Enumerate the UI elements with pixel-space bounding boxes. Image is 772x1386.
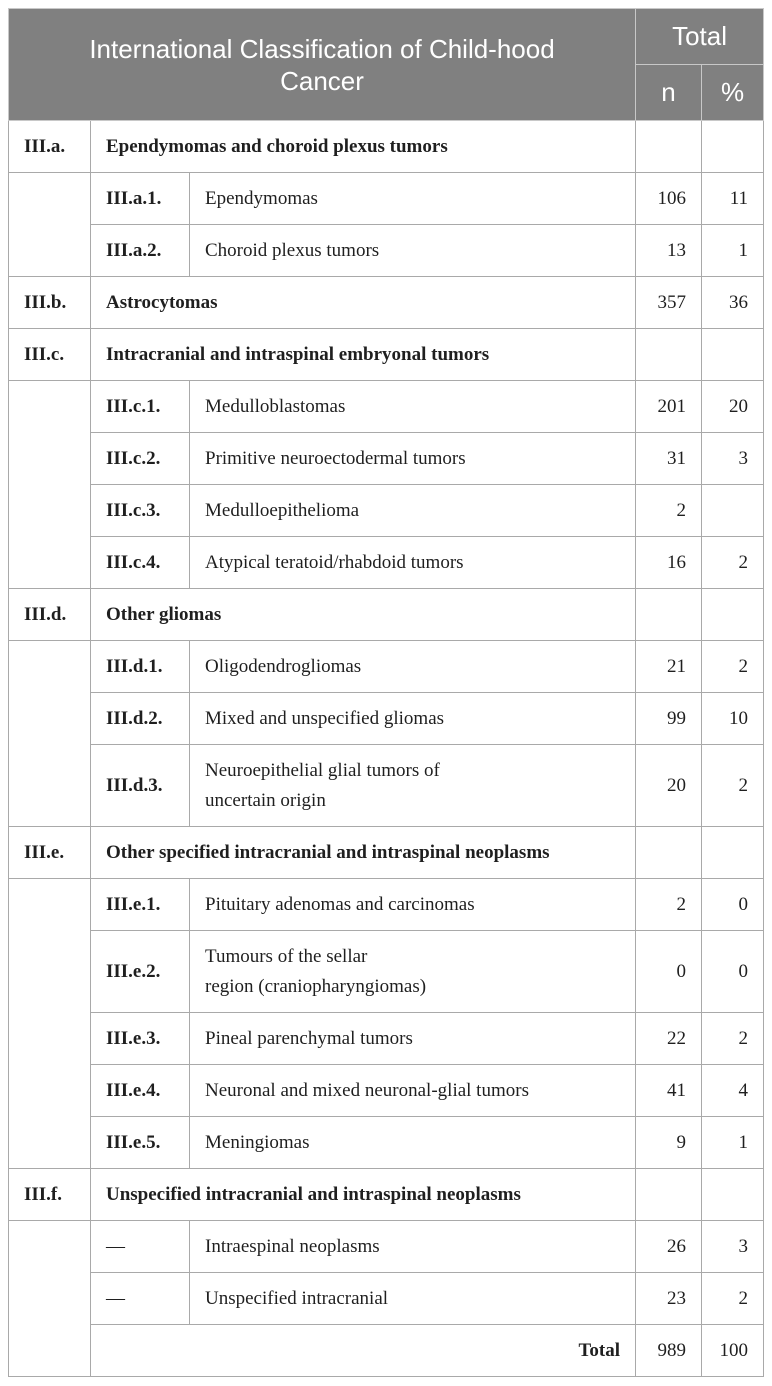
pct-cell: 1 <box>702 225 764 277</box>
sub-code: III.d.3. <box>91 745 190 827</box>
group-code: III.d. <box>9 589 91 641</box>
group-code: III.c. <box>9 329 91 381</box>
table-title: International Classification of Child-hood Cancer <box>9 9 636 121</box>
n-cell: 0 <box>636 931 702 1013</box>
n-cell <box>636 589 702 641</box>
table-row <box>9 1013 764 1065</box>
sub-label-line2: uncertain origin <box>205 789 326 811</box>
pct-cell: 0 <box>702 879 764 931</box>
sub-label-line1: Neuroepithelial glial tumors of <box>205 759 440 781</box>
pct-cell: 3 <box>702 433 764 485</box>
sub-code: — <box>91 1273 190 1325</box>
group-row <box>9 1169 764 1221</box>
sub-code: III.a.1. <box>91 173 190 225</box>
n-cell: 13 <box>636 225 702 277</box>
group-row <box>9 329 764 381</box>
pct-cell: 10 <box>702 693 764 745</box>
n-cell: 201 <box>636 381 702 433</box>
group-code: III.e. <box>9 827 91 879</box>
total-header: Total <box>636 9 764 65</box>
table-row <box>9 381 764 433</box>
table-row <box>9 225 764 277</box>
total-pct: 100 <box>702 1325 764 1377</box>
pct-cell <box>702 329 764 381</box>
n-cell: 2 <box>636 485 702 537</box>
table-row <box>9 537 764 589</box>
n-cell: 31 <box>636 433 702 485</box>
sub-code: — <box>91 1221 190 1273</box>
sub-label: Intraespinal neoplasms <box>190 1221 636 1273</box>
sub-code: III.c.4. <box>91 537 190 589</box>
group-code: III.b. <box>9 277 91 329</box>
sub-code: III.e.5. <box>91 1117 190 1169</box>
pct-header: % <box>702 65 764 121</box>
pct-cell: 3 <box>702 1221 764 1273</box>
pct-cell: 2 <box>702 745 764 827</box>
sub-code: III.a.2. <box>91 225 190 277</box>
pct-cell: 36 <box>702 277 764 329</box>
n-cell: 21 <box>636 641 702 693</box>
pct-cell: 4 <box>702 1065 764 1117</box>
sub-code: III.e.1. <box>91 879 190 931</box>
sub-label: Ependymomas <box>190 173 636 225</box>
table-row <box>9 641 764 693</box>
sub-label-line1: Tumours of the sellar <box>205 945 368 967</box>
sub-label: Pineal parenchymal tumors <box>190 1013 636 1065</box>
n-cell <box>636 329 702 381</box>
pct-cell <box>702 827 764 879</box>
sub-code: III.e.4. <box>91 1065 190 1117</box>
sub-label: Mixed and unspecified gliomas <box>190 693 636 745</box>
sub-label: Medulloblastomas <box>190 381 636 433</box>
n-cell: 26 <box>636 1221 702 1273</box>
empty-cell <box>9 641 91 827</box>
pct-cell <box>702 1169 764 1221</box>
n-cell: 41 <box>636 1065 702 1117</box>
table-row <box>9 879 764 931</box>
pct-cell: 1 <box>702 1117 764 1169</box>
n-cell <box>636 1169 702 1221</box>
n-cell: 16 <box>636 537 702 589</box>
sub-label-line2: region (craniopharyngiomas) <box>205 975 427 997</box>
n-cell: 20 <box>636 745 702 827</box>
n-cell: 2 <box>636 879 702 931</box>
total-label: Total <box>91 1325 636 1377</box>
pct-cell: 11 <box>702 173 764 225</box>
pct-cell: 2 <box>702 1013 764 1065</box>
total-row <box>9 1325 764 1377</box>
group-label: Other gliomas <box>91 589 636 641</box>
group-label: Unspecified intracranial and intraspinal neoplasms <box>91 1169 636 1221</box>
table-row <box>9 485 764 537</box>
sub-code: III.c.3. <box>91 485 190 537</box>
table-row <box>9 1221 764 1273</box>
group-code: III.a. <box>9 121 91 173</box>
group-label: Other specified intracranial and intraspinal neoplasms <box>91 827 636 879</box>
sub-code: III.e.3. <box>91 1013 190 1065</box>
sub-label: Unspecified intracranial <box>190 1273 636 1325</box>
group-label: Astrocytomas <box>91 277 636 329</box>
sub-label: Oligodendrogliomas <box>190 641 636 693</box>
group-row <box>9 277 764 329</box>
sub-label: Pituitary adenomas and carcinomas <box>190 879 636 931</box>
sub-label: Primitive neuroectodermal tumors <box>190 433 636 485</box>
sub-label <box>190 745 636 827</box>
n-cell: 357 <box>636 277 702 329</box>
table-row <box>9 745 764 827</box>
table-row <box>9 1117 764 1169</box>
pct-cell <box>702 485 764 537</box>
sub-label: Atypical teratoid/rhabdoid tumors <box>190 537 636 589</box>
table-row <box>9 1273 764 1325</box>
pct-cell: 20 <box>702 381 764 433</box>
table-row <box>9 433 764 485</box>
sub-label: Medulloepithelioma <box>190 485 636 537</box>
sub-code: III.d.2. <box>91 693 190 745</box>
group-label: Ependymomas and choroid plexus tumors <box>91 121 636 173</box>
n-cell: 23 <box>636 1273 702 1325</box>
sub-label: Neuronal and mixed neuronal-glial tumors <box>190 1065 636 1117</box>
pct-cell: 2 <box>702 1273 764 1325</box>
n-cell <box>636 121 702 173</box>
group-label: Intracranial and intraspinal embryonal tumors <box>91 329 636 381</box>
n-header: n <box>636 65 702 121</box>
empty-cell <box>9 879 91 1169</box>
classification-table <box>8 8 764 1377</box>
sub-code: III.c.2. <box>91 433 190 485</box>
n-cell: 22 <box>636 1013 702 1065</box>
group-code: III.f. <box>9 1169 91 1221</box>
pct-cell <box>702 589 764 641</box>
table-row <box>9 931 764 1013</box>
sub-label: Choroid plexus tumors <box>190 225 636 277</box>
table-row <box>9 173 764 225</box>
n-cell: 99 <box>636 693 702 745</box>
n-cell: 9 <box>636 1117 702 1169</box>
group-row <box>9 121 764 173</box>
table-row <box>9 1065 764 1117</box>
n-cell <box>636 827 702 879</box>
empty-cell <box>9 173 91 277</box>
pct-cell: 2 <box>702 537 764 589</box>
group-row <box>9 827 764 879</box>
sub-code: III.d.1. <box>91 641 190 693</box>
header-row <box>9 9 764 65</box>
sub-label <box>190 931 636 1013</box>
total-n: 989 <box>636 1325 702 1377</box>
sub-label: Meningiomas <box>190 1117 636 1169</box>
pct-cell: 0 <box>702 931 764 1013</box>
empty-cell <box>9 1221 91 1377</box>
n-cell: 106 <box>636 173 702 225</box>
table-row <box>9 693 764 745</box>
empty-cell <box>9 381 91 589</box>
pct-cell: 2 <box>702 641 764 693</box>
sub-code: III.c.1. <box>91 381 190 433</box>
pct-cell <box>702 121 764 173</box>
sub-code: III.e.2. <box>91 931 190 1013</box>
group-row <box>9 589 764 641</box>
